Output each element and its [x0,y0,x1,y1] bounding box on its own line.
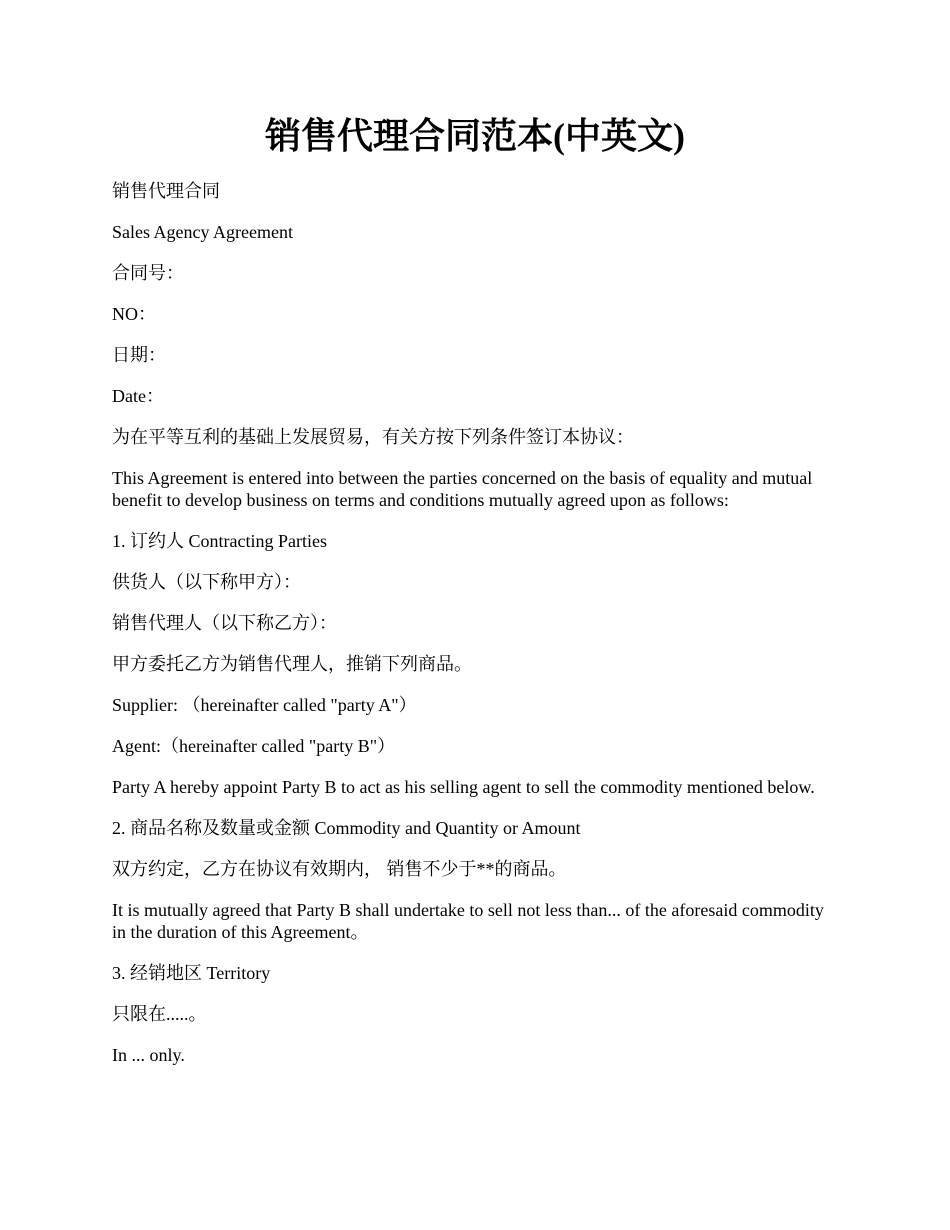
paragraph-contract-number-en: NO： [112,304,156,324]
paragraph-preamble-zh: 为在平等互利的基础上发展贸易，有关方按下列条件签订本协议： [112,427,634,447]
paragraph-date-zh: 日期： [112,345,166,365]
document-title: 销售代理合同范本(中英文) [265,116,685,156]
paragraph-agent-en: Agent:（hereinafter called "party B"） [112,736,396,756]
paragraph-territory-en: In ... only. [112,1045,185,1065]
section-heading-commodity: 2. 商品名称及数量或金额 Commodity and Quantity or Amount [112,818,581,838]
section-heading-contracting-parties: 1. 订约人 Contracting Parties [112,531,327,551]
paragraph-agent-zh: 销售代理人（以下称乙方）： [112,613,337,633]
paragraph-contract-title-en: Sales Agency Agreement [112,222,293,242]
document-body [112,180,840,1085]
paragraph-preamble-en: This Agreement is entered into between the parties concerned on the basis of equality and mutual benefit to develop business on terms and conditions mutually agreed upon as follows: [112,468,813,510]
paragraph-territory-zh: 只限在.....。 [112,1004,207,1024]
paragraph-commodity-zh: 双方约定，乙方在协议有效期内， 销售不少于**的商品。 [112,859,567,879]
paragraph-commodity-en: It is mutually agreed that Party B shall undertake to sell not less than... of the aforesaid commodity in the duration of this Agreement。 [112,900,824,942]
paragraph-appointment-zh: 甲方委托乙方为销售代理人，推销下列商品。 [112,654,472,674]
paragraph-supplier-zh: 供货人（以下称甲方）： [112,572,301,592]
paragraph-appointment-en: Party A hereby appoint Party B to act as his selling agent to sell the commodity mentioned below. [112,777,815,797]
paragraph-contract-number-zh: 合同号： [112,263,184,283]
paragraph-date-en: Date： [112,386,164,406]
paragraph-supplier-en: Supplier: （hereinafter called "party A"） [112,695,417,715]
paragraph-contract-title-zh: 销售代理合同 [112,181,220,201]
section-heading-territory: 3. 经销地区 Territory [112,963,271,983]
